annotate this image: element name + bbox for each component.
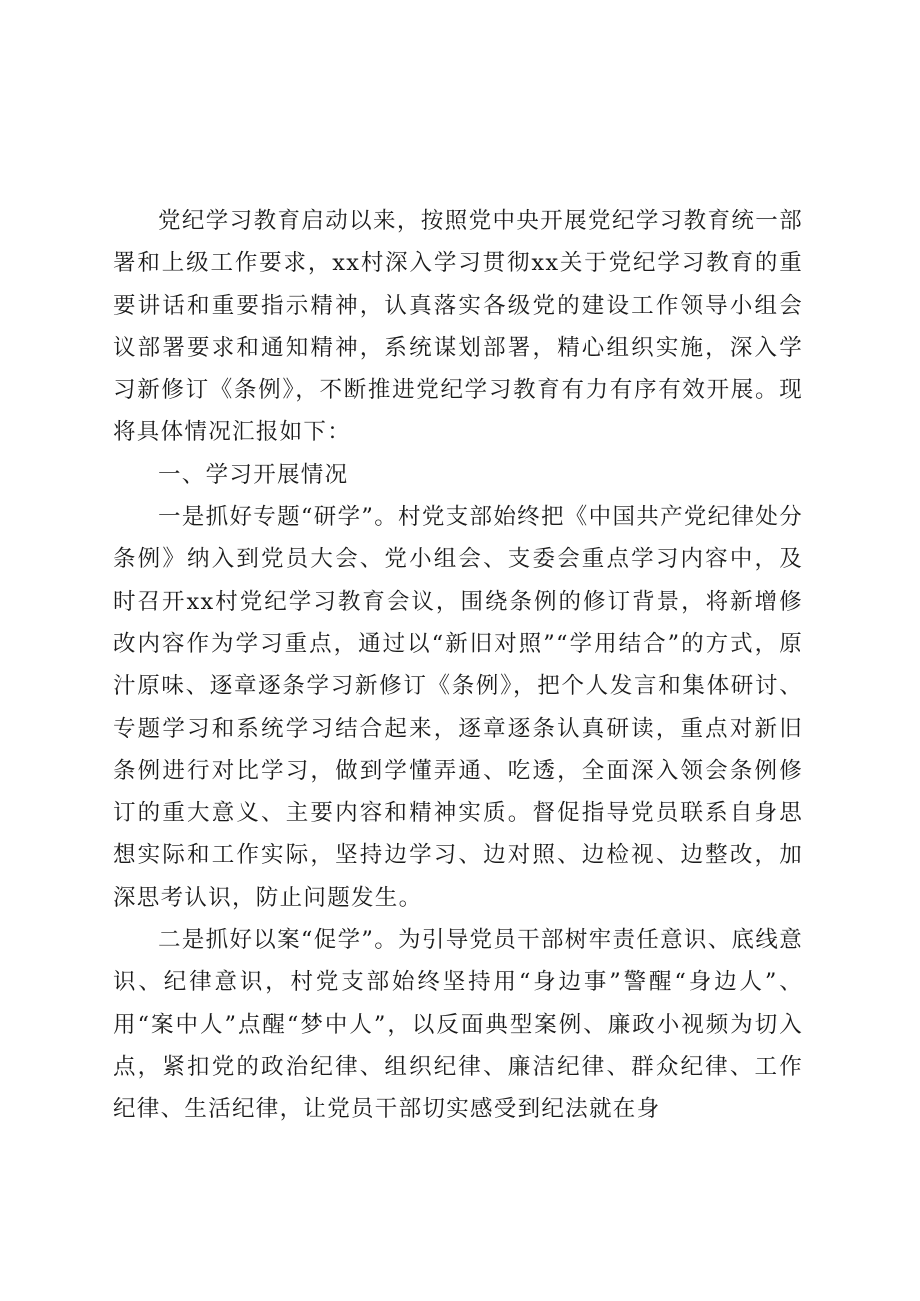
body-paragraph-cases: 二是抓好以案“促学”。为引导党员干部树牢责任意识、底线意识、纪律意识，村党支部始终坚持用“身边事”警醒“身边人”、用“案中人”点醒“梦中人”，以反面典型案例、廉政小视频为切入点，紧扣党的政治纪律、组织纪律、廉洁纪律、群众纪律、工作纪律、生活纪律，让党员干部切实感受到纪法就在身 [113,927,803,1123]
section-heading: 一、学习开展情况 [158,461,349,488]
document-body [113,200,803,1131]
intro-paragraph: 党纪学习教育启动以来，按照党中央开展党纪学习教育统一部署和上级工作要求，xx村深入学习贯彻xx关于党纪学习教育的重要讲话和重要指示精神，认真落实各级党的建设工作领导小组会议部署要求和通知精神，系统谋划部署，精心组织实施，深入学习新修订《条例》，不断推进党纪学习教育有力有序有效开展。现将具体情况汇报如下： [113,208,803,446]
body-paragraph-study: 一是抓好专题“研学”。村党支部始终把《中国共产党纪律处分条例》纳入到党员大会、党小组会、支委会重点学习内容中，及时召开xx村党纪学习教育会议，围绕条例的修订背景，将新增修改内容作为学习重点，通过以“新旧对照”“学用结合”的方式，原汁原味、逐章逐条学习新修订《条例》，把个人发言和集体研讨、专题学习和系统学习结合起来，逐章逐条认真研读，重点对新旧条例进行对比学习，做到学懂弄通、吃透，全面深入领会条例修订的重大意义、主要内容和精神实质。督促指导党员联系自身思想实际和工作实际，坚持边学习、边对照、边检视、边整改，加深思考认识，防止问题发生。 [113,504,803,911]
